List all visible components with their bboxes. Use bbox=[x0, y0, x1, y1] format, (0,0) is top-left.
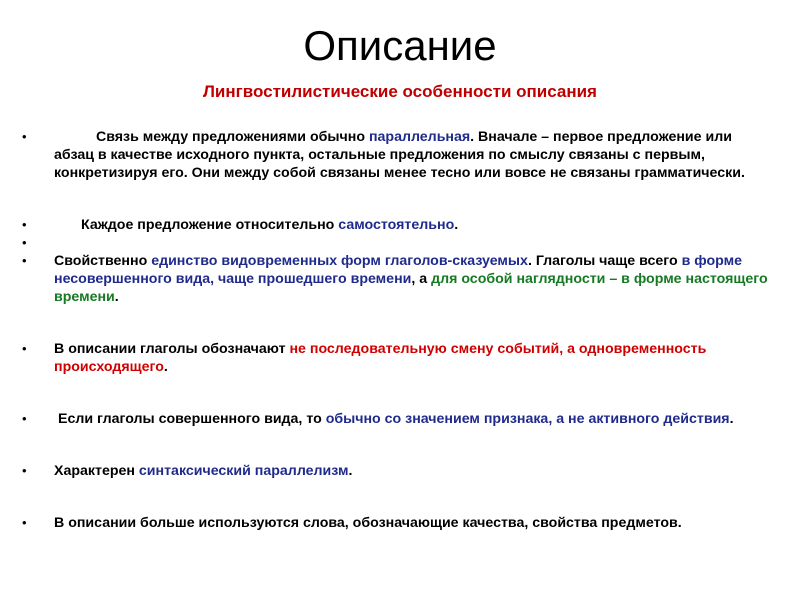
highlighted-text: для особой наглядности – в форме настоящего времени bbox=[54, 271, 768, 305]
bullet-text: В описании больше используются слова, обозначающие качества, свойства предметов. bbox=[54, 515, 682, 531]
bullet-item bbox=[22, 252, 768, 306]
bullet-text: Характерен bbox=[54, 463, 139, 479]
highlighted-text: синтаксический параллелизм bbox=[138, 463, 349, 479]
bullet-text: . bbox=[348, 463, 353, 479]
bullet-text: Если глаголы совершенного вида, то bbox=[58, 411, 326, 427]
bullet-text: . bbox=[454, 217, 459, 233]
bullet-item bbox=[22, 410, 768, 428]
bullet-dot-icon: • bbox=[22, 341, 27, 356]
bullet-dot-icon: • bbox=[22, 235, 27, 250]
bullet-text: , а bbox=[411, 271, 432, 287]
bullet-item bbox=[22, 216, 768, 234]
highlighted-text: обычно со значением признака, а не активного действия bbox=[325, 411, 730, 427]
bullet-text: . bbox=[163, 359, 168, 375]
bullet-item bbox=[22, 340, 768, 376]
bullet-text: Связь между предложениями обычно bbox=[96, 129, 369, 145]
highlighted-text: самостоятельно bbox=[338, 217, 455, 233]
bullet-dot-icon: • bbox=[22, 129, 27, 144]
slide-subtitle: Лингвостилистические особенности описания bbox=[203, 82, 597, 101]
bullet-dot-icon: • bbox=[22, 411, 27, 426]
bullet-item bbox=[22, 128, 768, 182]
bullet-item bbox=[22, 514, 768, 532]
highlighted-text: в форме несовершенного вида, чаще прошедшего времени bbox=[54, 253, 742, 287]
bullet-text: . Глаголы чаще всего bbox=[527, 253, 682, 269]
bullet-list bbox=[22, 128, 768, 532]
bullet-item bbox=[22, 234, 768, 252]
bullet-text: В описании глаголы обозначают bbox=[54, 341, 290, 357]
bullet-text: Каждое предложение относительно bbox=[81, 217, 339, 233]
bullet-text: . Вначале – первое предложение или абзац в качестве исходного пункта, остальные предложения по смыслу связаны с первым, конкретизируя его. Они между собой связаны менее тесно или вовсе не связаны грамматически. bbox=[54, 129, 745, 181]
bullet-dot-icon: • bbox=[22, 253, 27, 268]
bullet-dot-icon: • bbox=[22, 515, 27, 530]
bullet-item bbox=[22, 462, 768, 480]
bullet-text: Свойственно bbox=[54, 253, 152, 269]
bullet-text: . bbox=[114, 289, 119, 305]
slide-title: Описание bbox=[303, 22, 497, 69]
highlighted-text: единство видовременных форм глаголов-сказуемых bbox=[151, 253, 528, 269]
bullet-dot-icon: • bbox=[22, 217, 27, 232]
bullet-text: . bbox=[729, 411, 734, 427]
bullet-dot-icon: • bbox=[22, 463, 27, 478]
highlighted-text: параллельная bbox=[368, 129, 471, 145]
highlighted-text: не последовательную смену событий, а одновременность происходящего bbox=[54, 341, 707, 375]
